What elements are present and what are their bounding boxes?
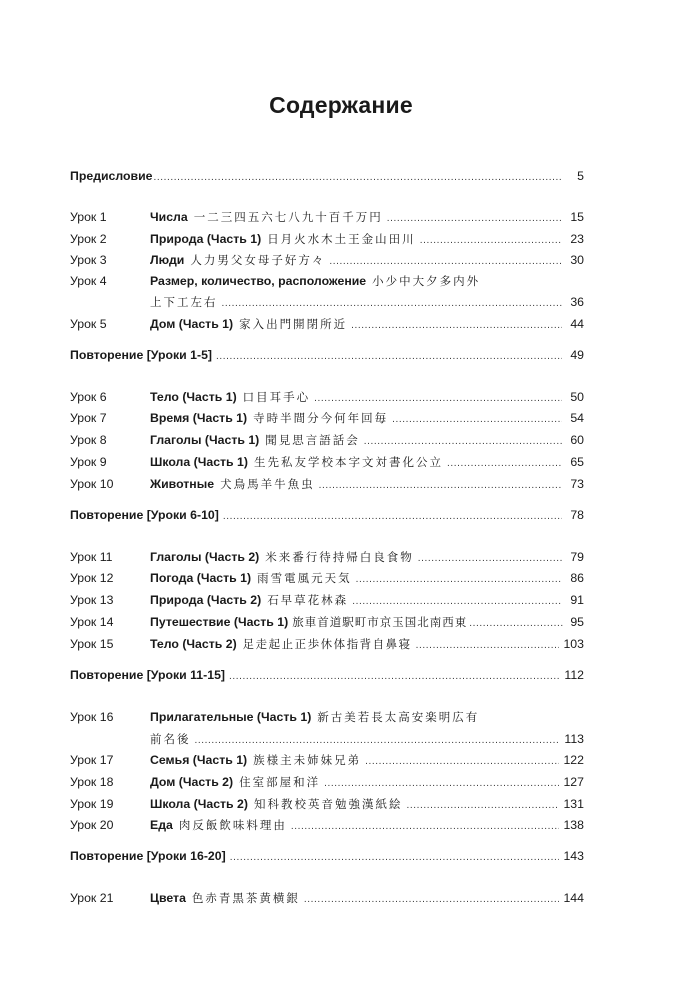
lesson-kanji: 肉反飯飲味料理由 bbox=[178, 818, 287, 832]
lesson-number: Урок 4 bbox=[70, 274, 107, 288]
lesson-topic: Прилагательные (Часть 1) bbox=[150, 710, 312, 724]
page-number: 49 bbox=[570, 348, 584, 362]
dot-leader bbox=[447, 452, 562, 474]
toc-entry-lesson-16-cont[interactable] bbox=[70, 729, 584, 749]
toc-entry-lesson-13[interactable] bbox=[70, 590, 584, 610]
lesson-number: Урок 12 bbox=[70, 571, 114, 585]
toc-entry-review-16-20[interactable] bbox=[70, 846, 584, 866]
dot-leader bbox=[356, 568, 562, 590]
page-number: 36 bbox=[570, 295, 584, 309]
lesson-kanji: 色赤青黒茶黄横銀 bbox=[191, 891, 300, 905]
entry-title: Повторение [Уроки 11-15] bbox=[70, 668, 226, 682]
toc-entry-lesson-11[interactable] bbox=[70, 547, 584, 567]
toc-entry-lesson-7[interactable] bbox=[70, 408, 584, 428]
lesson-topic: Природа (Часть 2) bbox=[150, 593, 262, 607]
page-number: 15 bbox=[570, 210, 584, 224]
lesson-kanji: 犬鳥馬羊牛魚虫 bbox=[220, 477, 315, 491]
lesson-topic: Погода (Часть 1) bbox=[150, 571, 252, 585]
dot-leader bbox=[291, 815, 560, 837]
lesson-kanji-continued: 上下工左右 bbox=[150, 295, 218, 309]
lesson-topic: Глаголы (Часть 1) bbox=[150, 433, 260, 447]
lesson-number: Урок 5 bbox=[70, 317, 107, 331]
page-number: 65 bbox=[570, 455, 584, 469]
page-number: 143 bbox=[563, 849, 584, 863]
lesson-number: Урок 8 bbox=[70, 433, 107, 447]
page-number: 138 bbox=[563, 818, 584, 832]
lesson-kanji: 聞見思言語話会 bbox=[265, 433, 360, 447]
dot-leader bbox=[351, 314, 562, 336]
toc-entry-lesson-18[interactable] bbox=[70, 772, 584, 792]
toc-entry-lesson-15[interactable] bbox=[70, 634, 584, 654]
dot-leader bbox=[324, 772, 559, 794]
lesson-kanji: 族様主未姉妹兄弟 bbox=[253, 753, 362, 767]
entry-title: Повторение [Уроки 6-10] bbox=[70, 508, 219, 522]
page-title: Содержание bbox=[269, 92, 413, 118]
lesson-topic: Тело (Часть 2) bbox=[150, 637, 237, 651]
lesson-kanji: 知科教校英音勉強漢紙絵 bbox=[253, 797, 403, 811]
lesson-number: Урок 2 bbox=[70, 232, 107, 246]
page-number: 95 bbox=[570, 615, 584, 629]
dot-leader bbox=[314, 387, 562, 409]
lesson-kanji: 住室部屋和洋 bbox=[239, 775, 321, 789]
lesson-kanji: 口目耳手心 bbox=[242, 390, 311, 404]
lesson-topic: Время (Часть 1) bbox=[150, 411, 248, 425]
lesson-kanji: 一二三四五六七八九十百千万円 bbox=[193, 210, 383, 224]
dot-leader bbox=[416, 634, 560, 656]
page-number: 30 bbox=[570, 253, 584, 267]
lesson-number: Урок 20 bbox=[70, 818, 114, 832]
toc-entry-lesson-21[interactable] bbox=[70, 888, 584, 908]
lesson-topic: Еда bbox=[150, 818, 173, 832]
toc-entry-review-1-5[interactable] bbox=[70, 345, 584, 365]
toc-entry-lesson-10[interactable] bbox=[70, 474, 584, 494]
page-number: 112 bbox=[564, 668, 584, 682]
lesson-kanji: 旅車首道駅町市京玉国北南西東 bbox=[292, 615, 468, 629]
entry-title: Предисловие bbox=[70, 169, 153, 183]
toc-entry-lesson-2[interactable] bbox=[70, 229, 584, 249]
dot-leader bbox=[406, 794, 559, 816]
lesson-kanji: 雨雪電風元天気 bbox=[257, 571, 352, 585]
lesson-kanji: 足走起止正歩休体指背自鼻寝 bbox=[242, 637, 412, 651]
lesson-kanji: 寺時半間分今何年回毎 bbox=[253, 411, 389, 425]
lesson-kanji: 人力男父女母子好方々 bbox=[190, 253, 326, 267]
page-number: 113 bbox=[564, 732, 584, 746]
lesson-kanji: 米来番行待持帰白良食物 bbox=[265, 550, 414, 564]
dot-leader bbox=[365, 750, 559, 772]
lesson-number: Урок 16 bbox=[70, 710, 114, 724]
lesson-kanji: 小少中大夕多内外 bbox=[372, 274, 481, 288]
lesson-topic: Дом (Часть 1) bbox=[150, 317, 234, 331]
lesson-topic: Цвета bbox=[150, 891, 186, 905]
lesson-topic: Размер, количество, расположение bbox=[150, 274, 367, 288]
toc-entry-lesson-20[interactable] bbox=[70, 815, 584, 835]
dot-leader bbox=[469, 612, 564, 634]
page-number: 79 bbox=[570, 550, 584, 564]
dot-leader bbox=[230, 846, 560, 868]
page-number: 86 bbox=[570, 571, 584, 585]
lesson-number: Урок 21 bbox=[70, 891, 114, 905]
lesson-kanji: 新古美若長太高安楽明広有 bbox=[317, 710, 480, 724]
dot-leader bbox=[154, 166, 562, 188]
page-number: 144 bbox=[563, 891, 584, 905]
entry-title: Повторение [Уроки 16-20] bbox=[70, 849, 226, 863]
lesson-kanji: 石早草花林森 bbox=[267, 593, 349, 607]
lesson-topic: Семья (Часть 1) bbox=[150, 753, 248, 767]
toc-entry-lesson-8[interactable] bbox=[70, 430, 584, 450]
dot-leader bbox=[329, 250, 562, 272]
lesson-number: Урок 10 bbox=[70, 477, 114, 491]
lesson-number: Урок 14 bbox=[70, 615, 114, 629]
toc-entry-lesson-6[interactable] bbox=[70, 387, 584, 407]
toc-entry-lesson-3[interactable] bbox=[70, 250, 584, 270]
lesson-number: Урок 18 bbox=[70, 775, 114, 789]
toc-entry-lesson-14[interactable] bbox=[70, 612, 584, 632]
dot-leader bbox=[392, 408, 562, 430]
lesson-kanji: 家入出門開閉所近 bbox=[239, 317, 348, 331]
lesson-kanji: 日月火水木土王金山田川 bbox=[267, 232, 416, 246]
dot-leader bbox=[418, 547, 562, 569]
page-number: 78 bbox=[570, 508, 584, 522]
lesson-topic: Животные bbox=[150, 477, 215, 491]
lesson-topic: Школа (Часть 2) bbox=[150, 797, 248, 811]
toc-entry-lesson-5[interactable] bbox=[70, 314, 584, 334]
page-number: 5 bbox=[577, 169, 584, 183]
dot-leader bbox=[364, 430, 562, 452]
lesson-number: Урок 9 bbox=[70, 455, 107, 469]
toc-entry-lesson-1[interactable] bbox=[70, 207, 584, 227]
toc-entry-review-6-10[interactable] bbox=[70, 505, 584, 525]
toc-entry-lesson-16[interactable] bbox=[70, 707, 584, 727]
page-number: 54 bbox=[570, 411, 584, 425]
lesson-number: Урок 3 bbox=[70, 253, 107, 267]
page-number: 50 bbox=[570, 390, 584, 404]
lesson-topic: Дом (Часть 2) bbox=[150, 775, 234, 789]
page-number: 91 bbox=[570, 593, 584, 607]
lesson-number: Урок 7 bbox=[70, 411, 107, 425]
page-number: 44 bbox=[570, 317, 584, 331]
page-number: 60 bbox=[570, 433, 584, 447]
lesson-kanji: 生先私友学校本字文対書化公立 bbox=[253, 455, 443, 469]
lesson-number: Урок 1 bbox=[70, 210, 107, 224]
page-number: 103 bbox=[563, 637, 584, 651]
lesson-topic: Путешествие (Часть 1) bbox=[150, 615, 289, 629]
page-number: 131 bbox=[563, 797, 584, 811]
page-number: 122 bbox=[563, 753, 584, 767]
lesson-number: Урок 19 bbox=[70, 797, 114, 811]
lesson-number: Урок 13 bbox=[70, 593, 114, 607]
toc-entry-preface[interactable] bbox=[70, 166, 584, 186]
lesson-kanji-continued: 前名後 bbox=[150, 732, 191, 746]
entry-title: Повторение [Уроки 1-5] bbox=[70, 348, 213, 362]
toc-entry-lesson-12[interactable] bbox=[70, 568, 584, 588]
toc-entry-lesson-17[interactable] bbox=[70, 750, 584, 770]
dot-leader bbox=[352, 590, 562, 612]
toc-entry-lesson-19[interactable] bbox=[70, 794, 584, 814]
page-number: 73 bbox=[570, 477, 584, 491]
dot-leader bbox=[387, 207, 562, 229]
page-number: 127 bbox=[563, 775, 584, 789]
dot-leader bbox=[222, 292, 563, 314]
toc-entry-lesson-4[interactable] bbox=[70, 271, 584, 291]
lesson-number: Урок 17 bbox=[70, 753, 114, 767]
lesson-number: Урок 11 bbox=[70, 550, 113, 564]
lesson-number: Урок 6 bbox=[70, 390, 107, 404]
lesson-topic: Глаголы (Часть 2) bbox=[150, 550, 260, 564]
dot-leader bbox=[304, 888, 560, 910]
lesson-topic: Числа bbox=[150, 210, 188, 224]
lesson-number: Урок 15 bbox=[70, 637, 114, 651]
lesson-topic: Люди bbox=[150, 253, 185, 267]
dot-leader bbox=[223, 505, 562, 527]
toc-entry-review-11-15[interactable] bbox=[70, 665, 584, 685]
dot-leader bbox=[216, 345, 562, 367]
dot-leader bbox=[195, 729, 561, 751]
page-number: 23 bbox=[570, 232, 584, 246]
dot-leader bbox=[420, 229, 562, 251]
lesson-topic: Природа (Часть 1) bbox=[150, 232, 262, 246]
toc-entry-lesson-9[interactable] bbox=[70, 452, 584, 472]
dot-leader bbox=[229, 665, 560, 687]
lesson-topic: Школа (Часть 1) bbox=[150, 455, 248, 469]
dot-leader bbox=[319, 474, 562, 496]
lesson-topic: Тело (Часть 1) bbox=[150, 390, 237, 404]
toc-entry-lesson-4-cont[interactable] bbox=[70, 292, 584, 312]
